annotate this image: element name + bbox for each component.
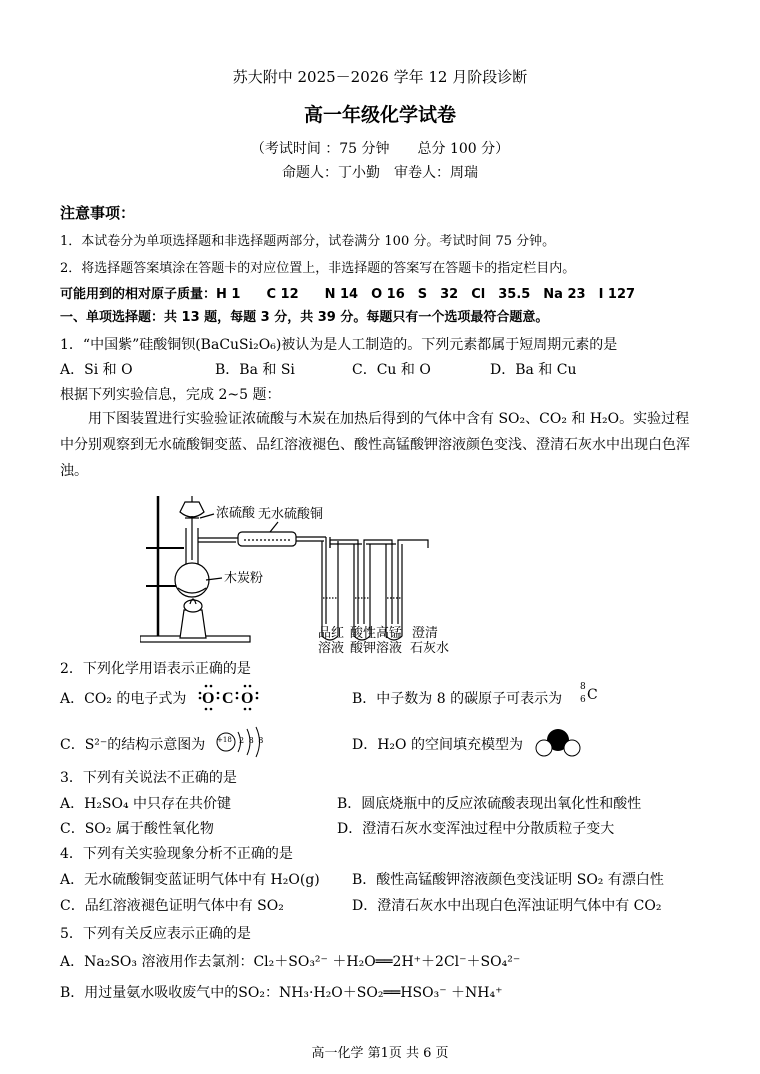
svg-text:C: C [222,690,234,707]
q1-option-b: B．Ba 和 Si [215,362,295,378]
q3-option-a: A．H₂SO₄ 中只存在共价键 [60,796,232,812]
q1-option-a: A．Si 和 O [60,362,133,378]
q5-option-a: A．Na₂SO₃ 溶液用作去氯剂：Cl₂＋SO₃²⁻ ＋H₂O══2H⁺＋2Cl⁻＋SO₄²⁻ [60,954,521,970]
q5-option-b: B．用过量氨水吸收废气中的SO₂：NH₃·H₂O＋SO₂══HSO₃⁻ ＋NH₄⁺ [60,985,503,1001]
label-conc-acid: 浓硫酸 [216,506,256,521]
q4-option-b: B．酸性高锰酸钾溶液颜色变浅证明 SO₂ 有漂白性 [352,872,664,888]
school-title: 苏大附中 2025－2026 学年 12 月阶段诊断 [232,68,528,86]
q3-option-c: C．SO₂ 属于酸性氧化物 [60,821,214,837]
q1-stem: 1．“中国紫”硅酸铜钡(BaCuSi₂O₆)被认为是人工制造的。下列元素都属于短周期元素的是 [60,337,618,353]
water-space-filling-model [532,728,584,758]
sulfide-shell-electrons: 2 8 8 [239,736,265,745]
q1-option-c: C．Cu 和 O [352,362,431,378]
svg-text:O: O [202,690,215,707]
label-charcoal: 木炭粉 [224,571,264,586]
q4-option-d: D．澄清石灰水中出现白色浑浊证明气体中有 CO₂ [352,898,662,914]
section-heading: 一、单项选择题：共 13 题，每题 3 分，共 39 分。每题只有一个选项最符合题意。 [60,310,549,325]
label-cuso4: 无水硫酸铜 [258,507,324,522]
q1-option-d: D．Ba 和 Cu [490,362,577,378]
page-footer: 高一化学 第1页 共 6 页 [311,1046,449,1061]
q4-option-a: A．无水硫酸铜变蓝证明气体中有 H₂O(g) [60,872,320,888]
q5-stem: 5．下列有关反应表示正确的是 [60,926,251,942]
sulfide-nucleus-label: +18 [217,736,232,744]
q4-stem: 4．下列有关实验现象分析不正确的是 [60,846,293,862]
q3-option-d: D．澄清石灰水变浑浊过程中分散质粒子变大 [337,821,615,837]
tube3-label-1: 澄清 [412,626,439,641]
atomic-masses: 可能用到的相对原子质量：H 1 C 12 N 14 O 16 S 32 Cl 35.5 Na 23 I 127 [60,287,636,302]
q4-option-c: C．品红溶液褪色证明气体中有 SO₂ [60,898,284,914]
context-paragraph: 用下图装置进行实验验证浓硫酸与木炭在加热后得到的气体中含有 SO₂、CO₂ 和 H₂O。实验过程中分别观察到无水硫酸铜变蓝、品红溶液褪色、酸性高锰酸钾溶液颜色变浅、澄清石灰水中出现白色浑浊。 [60,411,690,479]
carbon-nuclide-symbol: 8 6 C [580,682,598,705]
time-info: （考试时间 ：75 分钟 总分 100 分） [250,141,510,157]
co2-electron-dot-formula [198,682,262,712]
q3-stem: 3．下列有关说法不正确的是 [60,770,237,786]
q2-option-a: A．CO₂ 的电子式为 [60,691,187,707]
tube1-label-1: 品红 [318,626,345,641]
tube3-label-2: 石灰水 [410,641,450,656]
q2-stem: 2．下列化学用语表示正确的是 [60,661,251,677]
tube2-label-1: 酸性高锰 [350,626,403,641]
note-item-2: 2．将选择题答案填涂在答题卡的对应位置上，非选择题的答案写在答题卡的指定栏目内。 [60,261,576,276]
authors: 命题人：丁小勤 审卷人：周瑞 [282,165,478,181]
context-lead: 根据下列实验信息，完成 2~5 题： [60,387,281,403]
notes-heading: 注意事项： [60,204,136,222]
exam-title: 高一年级化学试卷 [303,104,456,126]
tube2-label-2: 酸钾溶液 [350,641,403,656]
tube1-label-2: 溶液 [318,641,345,656]
svg-text:O: O [241,690,254,707]
q2-option-b: B．中子数为 8 的碳原子可表示为 [352,691,563,707]
q3-option-b: B．圆底烧瓶中的反应浓硫酸表现出氧化性和酸性 [337,796,642,812]
q2-option-c: C．S²⁻的结构示意图为 [60,737,206,753]
note-item-1: 1．本试卷分为单项选择题和非选择题两部分，试卷满分 100 分。考试时间 75 分钟。 [60,234,556,249]
q2-option-d: D．H₂O 的空间填充模型为 [352,737,523,753]
